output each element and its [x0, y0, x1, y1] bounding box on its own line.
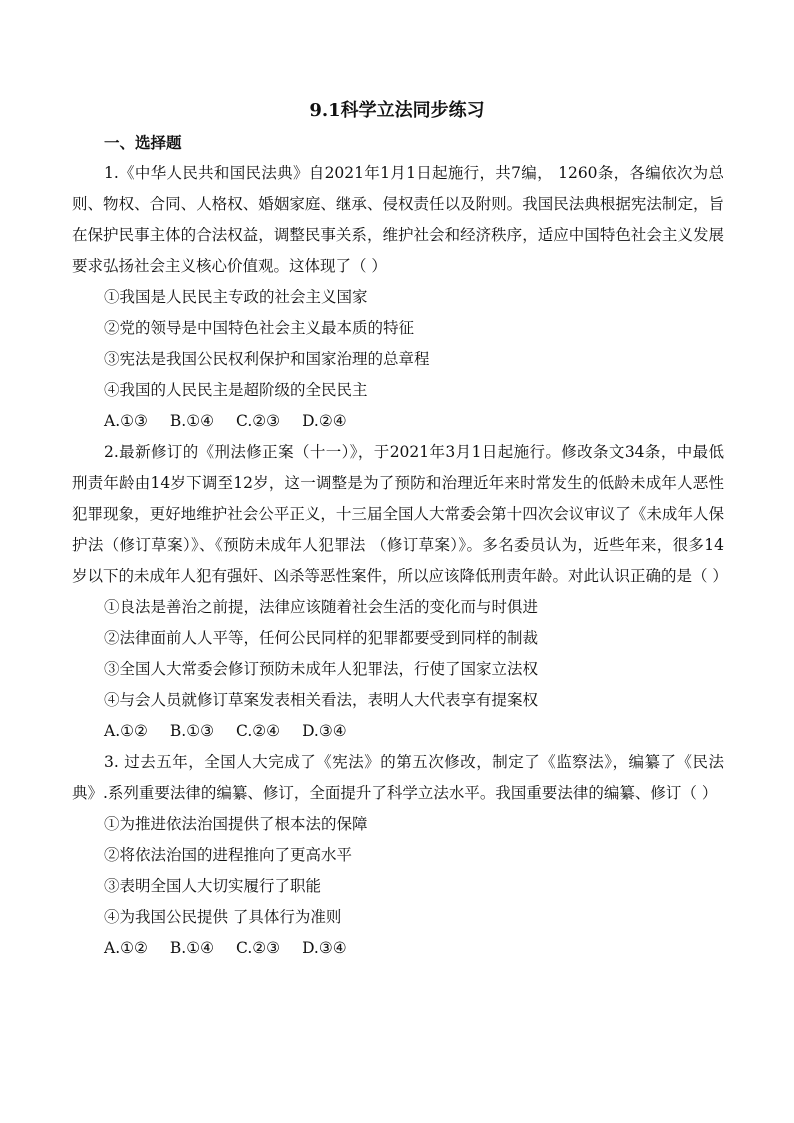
question-list	[72, 158, 728, 964]
question-option: ③表明全国人大切实履行了职能	[104, 877, 322, 895]
answer-choice-a: A.①②	[104, 939, 148, 957]
question-option: ②将依法治国的进程推向了更高水平	[104, 846, 353, 864]
question-stem: 1.《中华人民共和国民法典》自2021年1月1日起施行，共7编， 1260条，各编依次为总则、物权、合同、人格权、婚姻家庭、继承、侵权责任以及附则。我国民法典根据宪法制定，旨在保护民事主体的合法权益，调整民事关系，维护社会和经济秩序，适应中国特色社会主义发展要求弘扬社会主义核心价值观。这体现了（ ）	[72, 164, 724, 275]
section-heading: 一、选择题	[104, 133, 182, 152]
answer-choice-b: B.①④	[169, 939, 215, 957]
answer-choices	[72, 716, 724, 747]
answer-choice-c: C.②③	[236, 412, 281, 430]
question-option: ③全国人大常委会修订预防未成年人犯罪法，行使了国家立法权	[104, 660, 539, 678]
answer-choice-d: D.③④	[302, 939, 347, 957]
question-1	[72, 158, 724, 437]
question-option: ④我国的人民民主是超阶级的全民民主	[104, 381, 368, 399]
question-stem: 2.最新修订的《刑法修正案（十一）》，于2021年3月1日起施行。修改条文34条，中最低刑责年龄由14岁下调至12岁，这一调整是为了预防和治理近年来时常发生的低龄未成年人恶性犯罪现象，更好地维护社会公平正义，十三届全国人大常委会第十四次会议审议了《未成年人保护法（修订草案）》、《预防未成年人犯罪法 （修订草案）》。多名委员认为，近些年来，很多14岁以下的未成年人犯有强奸、凶杀等恶性案件，所以应该降低刑责年龄。对此认识正确的是（ ）	[72, 443, 728, 585]
answer-choice-b: B.①③	[169, 722, 215, 740]
question-option: ②党的领导是中国特色社会主义最本质的特征	[104, 319, 415, 337]
question-option: ①良法是善治之前提，法律应该随着社会生活的变化而与时俱进	[104, 598, 539, 616]
document-title: 9.1科学立法同步练习	[309, 100, 485, 121]
question-option: ③宪法是我国公民权利保护和国家治理的总章程	[104, 350, 430, 368]
question-option: ①为推进依法治国提供了根本法的保障	[104, 815, 368, 833]
question-option: ④与会人员就修订草案发表相关看法，表明人大代表享有提案权	[104, 691, 539, 709]
question-stem: 3. 过去五年，全国人大完成了《宪法》的第五次修改，制定了《监察法》，编纂了《民法典》.系列重要法律的编纂、修订，全面提升了科学立法水平。我国重要法律的编纂、修订（ ）	[72, 753, 724, 802]
question-option: ②法律面前人人平等，任何公民同样的犯罪都要受到同样的制裁	[104, 629, 539, 647]
answer-choice-a: A.①②	[104, 722, 148, 740]
answer-choices	[72, 406, 724, 437]
question-option: ①我国是人民民主专政的社会主义国家	[104, 288, 368, 306]
question-2	[72, 437, 728, 747]
answer-choices	[72, 933, 724, 964]
question-option: ④为我国公民提供 了具体行为准则	[104, 908, 342, 926]
answer-choice-d: D.③④	[302, 722, 347, 740]
answer-choice-c: C.②④	[236, 722, 281, 740]
answer-choice-d: D.②④	[302, 412, 347, 430]
answer-choice-b: B.①④	[169, 412, 215, 430]
question-3	[72, 747, 724, 964]
answer-choice-c: C.②③	[236, 939, 281, 957]
answer-choice-a: A.①③	[104, 412, 148, 430]
